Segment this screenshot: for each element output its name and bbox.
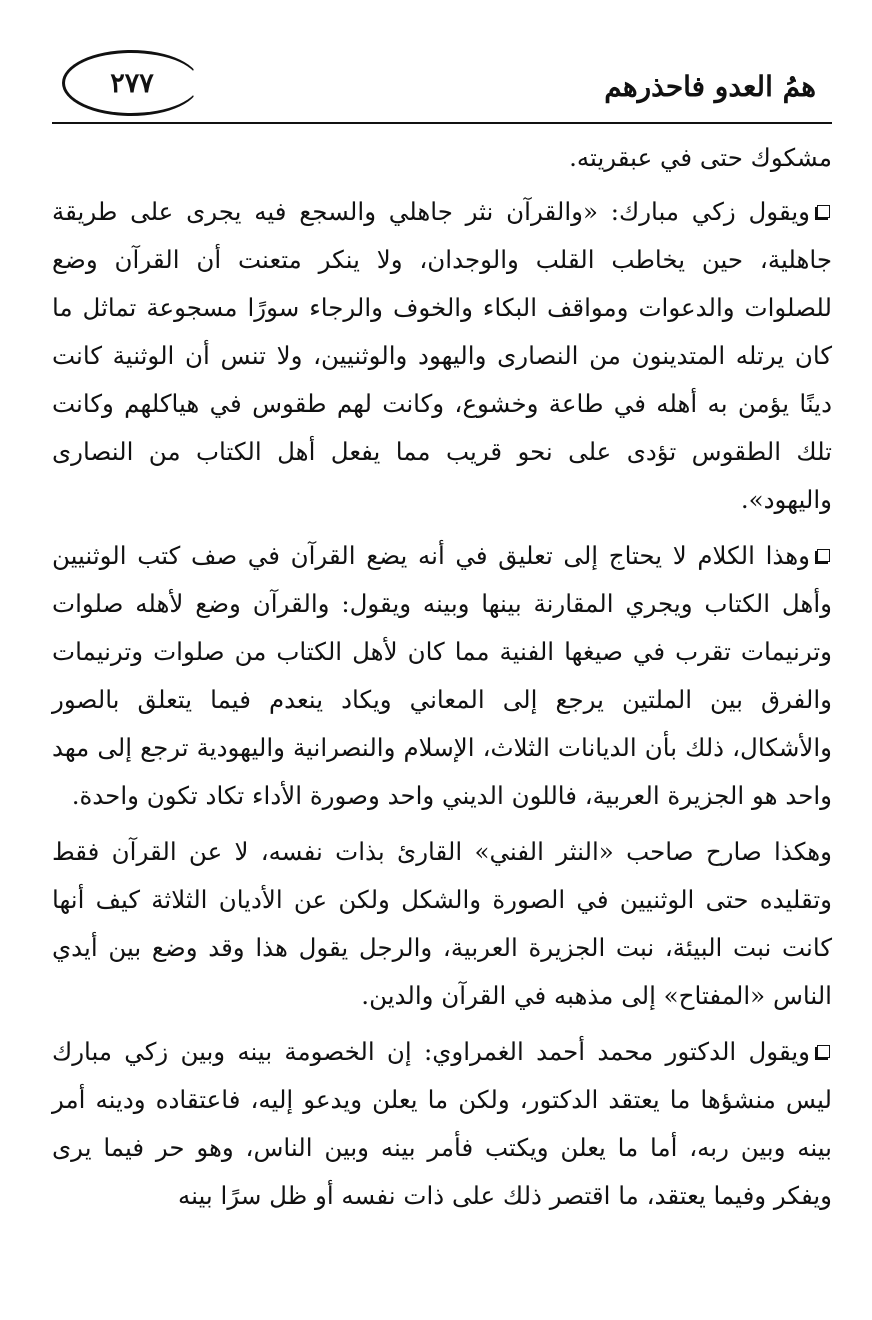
paragraph-ghamrawi bbox=[52, 1028, 832, 1220]
paragraph-zaki-mubarak-quote bbox=[52, 188, 832, 524]
paragraph-continuation bbox=[52, 134, 832, 182]
paragraph-text: وهكذا صارح صاحب «النثر الفني» القارئ بذات نفسه، لا عن القرآن فقط وتقليده حتى الوثنيين في الصورة والشكل ولكن عن الأديان الثلاثة كيف أنها كانت نبت البيئة، نبت الجزيرة العربية، والرجل يقول هذا وقد وضع بين أيدي الناس «المفتاح» إلى مذهبه في القرآن والدين. bbox=[52, 837, 832, 1010]
page-header bbox=[52, 48, 832, 124]
page-number: ٢٧٧ bbox=[62, 50, 200, 116]
paragraph-text: ويقول الدكتور محمد أحمد الغمراوي: إن الخصومة بينه وبين زكي مبارك ليس منشؤها ما يعتقد الدكتور، ولكن ما يعلن ويدعو إليه، فاعتقاده ودينه أمر بينه وبين ربه، أما ما يعلن ويكتب فأمر بينه وبين الناس، وهو حر فيما يرى ويفكر وفيما يعتقد، ما اقتصر ذلك على ذات نفسه أو ظل سرًا بينه bbox=[52, 1037, 832, 1210]
square-bullet-icon bbox=[817, 205, 830, 218]
square-bullet-icon bbox=[817, 1045, 830, 1058]
paragraph-text: وهذا الكلام لا يحتاج إلى تعليق في أنه يضع القرآن في صف كتب الوثنيين وأهل الكتاب ويجري المقارنة بينها وبينه ويقول: والقرآن وضع لأهله صلوات وترنيمات تقرب في صيغها الفنية مما كان لأهل الكتاب من صلوات وترنيمات والفرق بين الملتين يرجع إلى المعاني ويكاد ينعدم فيما يتعلق بالصور والأشكال، ذلك بأن الديانات الثلاث، الإسلام والنصرانية واليهودية ترجع إلى مهد واحد هو الجزيرة العربية، فاللون الديني واحد وصورة الأداء تكاد تكون واحدة. bbox=[52, 541, 832, 810]
book-page bbox=[52, 48, 832, 1228]
body-text bbox=[52, 134, 832, 1220]
paragraph-text: مشكوك حتى في عبقريته. bbox=[569, 143, 832, 172]
square-bullet-icon bbox=[817, 549, 830, 562]
paragraph-text: ويقول زكي مبارك: «والقرآن نثر جاهلي والسجع فيه يجرى على طريقة جاهلية، حين يخاطب القلب والوجدان، ولا ينكر متعنت أن القرآن وضع للصلوات والدعوات ومواقف البكاء والخوف والرجاء سورًا مسجوعة تماثل ما كان يرتله المتدينون من النصارى واليهود والوثنيين، ولا تنس أن الوثنية كانت دينًا يؤمن به أهله في طاعة وخشوع، وكانت لهم طقوس في هياكلهم وكانت تلك الطقوس تؤدى على نحو قريب مما يفعل أهل الكتاب من النصارى واليهود». bbox=[52, 197, 832, 514]
paragraph-commentary bbox=[52, 532, 832, 820]
running-title: همُ العدو فاحذرهم bbox=[604, 70, 816, 103]
paragraph-an-nathr-al-fanni bbox=[52, 828, 832, 1020]
